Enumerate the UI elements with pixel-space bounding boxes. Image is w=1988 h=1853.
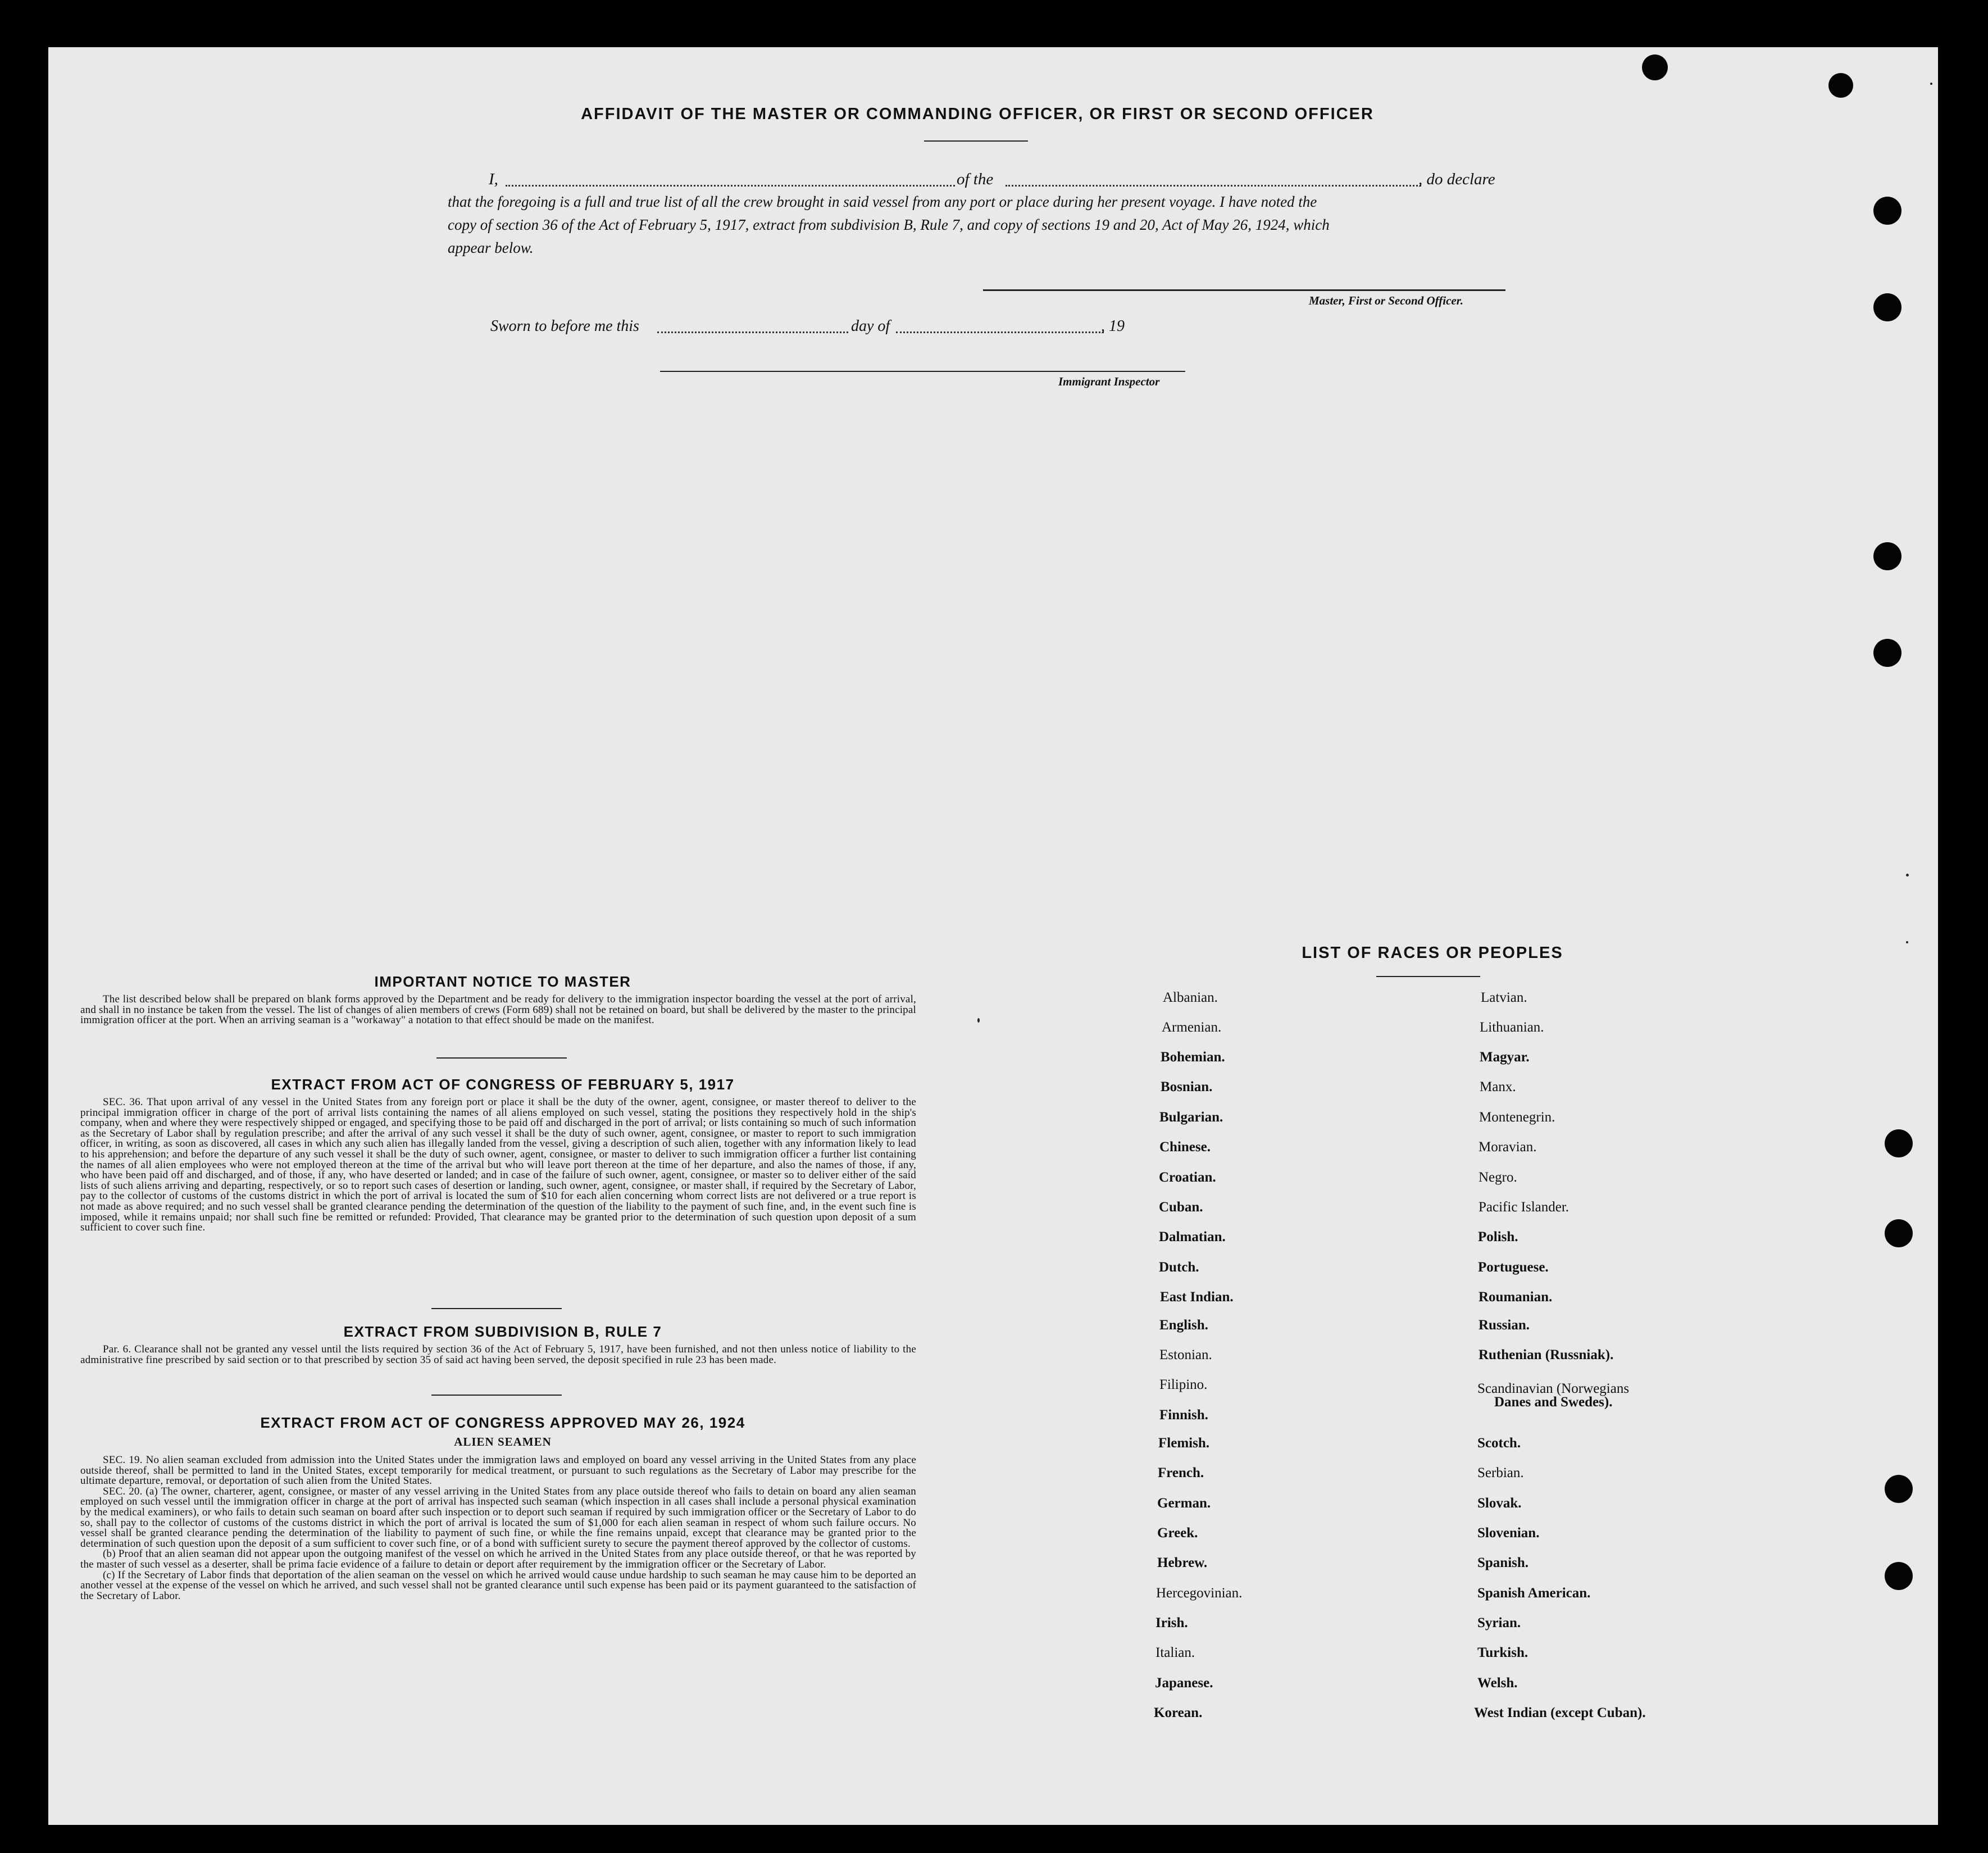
punch-hole xyxy=(1885,1475,1913,1503)
race-item: Greek. xyxy=(1157,1525,1198,1541)
of-the-label: of the xyxy=(957,170,994,188)
punch-hole xyxy=(1828,73,1853,98)
race-item: French. xyxy=(1158,1465,1204,1480)
race-item: Polish. xyxy=(1478,1229,1518,1245)
race-item: Hercegovinian. xyxy=(1156,1586,1243,1601)
speck xyxy=(1906,941,1908,943)
speck xyxy=(977,1018,980,1023)
divider xyxy=(431,1395,562,1396)
race-item: Albanian. xyxy=(1163,990,1218,1005)
race-item: Japanese. xyxy=(1155,1675,1213,1691)
race-item: Moravian. xyxy=(1479,1139,1537,1155)
race-item: Turkish. xyxy=(1477,1645,1528,1660)
race-item: Latvian. xyxy=(1481,990,1527,1005)
race-item: Welsh. xyxy=(1477,1675,1518,1691)
day-of-label: day of xyxy=(851,317,890,335)
race-item: Spanish. xyxy=(1477,1555,1529,1570)
race-item: Dalmatian. xyxy=(1159,1229,1226,1245)
extract-1917-text: SEC. 36. That upon arrival of any vessel in the United States from any foreign port or place it shall be the duty of the owner, agent, consignee, or master thereof to deliver to the principal immigration officer in charge of the port of arrival lists containing the names of all aliens employed on such vessel, stating the positions they respectively hold in the ship's company, when and where they were respectively shipped or engaged, and specifying those to be paid off and discharged in the port of arrival; or lists containing so much of such information as the Secretary of Labor shall by regulation prescribe; and after the arrival of any such vessel it shall be the duty of such owner, agent, consignee, or master to report to such immigration officer, in writing, as soon as discovered, all cases in which any such alien has illegally landed from the vessel, giving a description of such alien, together with any information likely to lead to his apprehension; and before the departure of any such vessel it shall be the duty of such owner, agent, consignee, or master to deliver to such immigration officer a further list containing the names of all alien employees who were not employed thereon at the time of the arrival but who will leave port thereon at the time of her departure, and also the names of those, if any, who have been paid off and discharged, and of those, if any, who have deserted or landed; and in case of the failure of such owner, agent, consignee, or master so to deliver either of the said lists of such aliens arriving and departing, respectively, or so to report such cases of desertion or landing, such owner, agent, consignee, or master shall, if required by the Secretary of Labor, pay to the collector of customs of the customs district in which the port of arrival is located the sum of $10 for each alien concerning whom correct lists are not delivered or a true report is not made as above required; and no such vessel shall be granted clearance pending the determination of the question of the liability to the payment of such fine, and, in the event such fine is imposed, while it remains unpaid; nor shall such fine be remitted or refunded: Provided, That clearance may be granted prior to the determination of such question upon deposit of a sum sufficient to cover such fine. xyxy=(80,1096,916,1234)
race-item: East Indian. xyxy=(1160,1289,1234,1305)
extract-1924-section xyxy=(80,1455,916,1601)
race-item: Manx. xyxy=(1480,1079,1516,1094)
punch-hole xyxy=(1642,54,1668,80)
sworn-label: Sworn to before me this xyxy=(490,317,639,335)
punch-hole xyxy=(1873,542,1901,570)
race-item: Portuguese. xyxy=(1478,1260,1549,1275)
race-item: Croatian. xyxy=(1159,1170,1216,1185)
race-item: Scotch. xyxy=(1477,1436,1521,1451)
race-item: Bohemian. xyxy=(1161,1050,1225,1065)
race-item: Magyar. xyxy=(1480,1050,1530,1065)
extract-1917-section xyxy=(80,1097,916,1233)
sec20a-text: SEC. 20. (a) The owner, charterer, agent, consignee, or master of any vessel arriving in the United States from any place outside thereof who fails to detain on board any alien seaman employed on such vessel until the immigration officer in charge at the port of arrival has inspected such seaman (which inspection in all cases shall include a personal physical examination by the medical examiners), or who fails to detain such seaman on board after such inspection or to deport such seaman if required by such immigration officer or the Secretary of Labor to do so, shall pay to the collector of customs of the customs district in which the port of arrival is located the sum of $1,000 for each alien seaman in respect of whom such failure occurs. No vessel shall be granted clearance pending the determination of the liability to payment of such fine, or while the fine remains unpaid, except that clearance may be granted prior to the determination of such question upon the deposit of a sum sufficient to cover such fine, or of a bond with sufficient surety to secure the payment thereof approved by the collector of customs. xyxy=(80,1485,916,1550)
alien-seamen-subtitle: ALIEN SEAMEN xyxy=(454,1435,552,1448)
race-item: Bosnian. xyxy=(1161,1079,1213,1094)
punch-hole xyxy=(1873,293,1901,321)
master-signature-caption: Master, First or Second Officer. xyxy=(1309,294,1463,307)
race-item: Russian. xyxy=(1479,1318,1530,1333)
do-declare: , do declare xyxy=(1418,170,1495,188)
punch-hole xyxy=(1885,1129,1913,1157)
races-underline xyxy=(1376,976,1480,977)
race-item: Ruthenian (Russniak). xyxy=(1479,1347,1614,1362)
rule7-title: EXTRACT FROM SUBDIVISION B, RULE 7 xyxy=(343,1323,662,1340)
race-item: Italian. xyxy=(1156,1645,1195,1660)
speck xyxy=(1906,874,1909,876)
extract-1924-title: EXTRACT FROM ACT OF CONGRESS APPROVED MAY 26, 1924 xyxy=(260,1414,745,1431)
month-blank xyxy=(896,331,1104,333)
race-item: Lithuanian. xyxy=(1480,1020,1544,1035)
punch-hole xyxy=(1873,197,1901,225)
race-item: Pacific Islander. xyxy=(1479,1200,1570,1215)
race-item: Negro. xyxy=(1479,1170,1517,1185)
race-item: Slovak. xyxy=(1477,1496,1522,1511)
race-item: Korean. xyxy=(1154,1705,1203,1720)
vessel-blank xyxy=(1006,185,1421,187)
affidavit-body-line3: appear below. xyxy=(448,239,534,256)
race-item: Dutch. xyxy=(1159,1260,1199,1275)
inspector-signature-line xyxy=(660,371,1185,372)
year-label: , 19 xyxy=(1101,317,1125,335)
punch-hole xyxy=(1873,639,1901,667)
title-underline xyxy=(924,140,1028,142)
race-item: Danes and Swedes). xyxy=(1494,1395,1613,1410)
i-label: I, xyxy=(489,170,498,188)
notice-title: IMPORTANT NOTICE TO MASTER xyxy=(374,973,631,990)
affidavit-body-line1: that the foregoing is a full and true list of all the crew brought in said vessel from any port or place during her present voyage. I have noted the xyxy=(448,193,1317,210)
affidavit-body-line2: copy of section 36 of the Act of February 5, 1917, extract from subdivision B, Rule 7, and copy of sections 19 and 20, Act of May 26, 1924, which xyxy=(448,216,1330,233)
race-item: Bulgarian. xyxy=(1159,1110,1223,1125)
rule7-text: Par. 6. Clearance shall not be granted any vessel until the lists required by section 36 of the Act of February 5, 1917, have been furnished, and not then unless notice of liability to the administrative fine prescribed by said section or to that prescribed by section 35 of said act having been served, the deposit specified in rule 23 has been made. xyxy=(80,1343,916,1366)
race-item: Syrian. xyxy=(1477,1615,1521,1631)
notice-section xyxy=(80,994,916,1026)
race-item: Filipino. xyxy=(1159,1377,1208,1392)
race-item: German. xyxy=(1157,1496,1211,1511)
rule7-section xyxy=(80,1345,916,1365)
sec19-text: SEC. 19. No alien seaman excluded from admission into the United States under the immigration laws and employed on board any vessel arriving in the United States from any place outside thereof, shall be permitted to land in the United States, except temporarily for medical treatment, or pursuant to such regulations as the Secretary of Labor may prescribe for the ultimate departure, removal, or deportation of such alien from the United States. xyxy=(80,1454,916,1487)
speck xyxy=(1930,83,1932,85)
race-item: Estonian. xyxy=(1159,1347,1212,1362)
inspector-caption: Immigrant Inspector xyxy=(1058,375,1160,388)
day-blank xyxy=(657,331,848,333)
race-item: Armenian. xyxy=(1162,1020,1222,1035)
race-item: West Indian (except Cuban). xyxy=(1474,1705,1646,1720)
divider xyxy=(431,1308,562,1309)
race-item: Spanish American. xyxy=(1477,1586,1591,1601)
race-item: Cuban. xyxy=(1159,1200,1203,1215)
sec20b-text: (b) Proof that an alien seaman did not appear upon the outgoing manifest of the vessel on which he arrived in the United States from any place outside thereof, or that he was reported by the master of such vessel as a deserter, shall be prima facie evidence of a failure to detain or deport after requirement by the immigration officer or the Secretary of Labor. xyxy=(80,1548,916,1570)
race-item: English. xyxy=(1159,1318,1208,1333)
race-item: Scandinavian (Norwegians xyxy=(1477,1381,1630,1396)
race-item: Flemish. xyxy=(1158,1436,1209,1451)
affidavit-title: AFFIDAVIT OF THE MASTER OR COMMANDING OFFICER, OR FIRST OR SECOND OFFICER xyxy=(581,105,1374,123)
race-item: Irish. xyxy=(1156,1615,1188,1631)
race-item: Serbian. xyxy=(1477,1465,1524,1480)
race-item: Slovenian. xyxy=(1477,1525,1540,1541)
divider xyxy=(436,1057,567,1059)
name-blank xyxy=(506,185,955,187)
notice-text: The list described below shall be prepared on blank forms approved by the Department and be ready for delivery to the immigration inspector boarding the vessel at the port of arrival, and shall in no instance be taken from the vessel. The list of changes of alien members of crews (Form 689) shall not be retained on board, but shall be delivered by the master to the principal immigration officer at the port. When an arriving seaman is a "workaway" a notation to that effect should be made on the manifest. xyxy=(80,993,916,1027)
sec20c-text: (c) If the Secretary of Labor finds that deportation of the alien seaman on the vessel on which he arrived would cause undue hardship to such seaman he may cause him to be deported an another vessel at the expense of the vessel on which he arrived, and such vessel shall not be granted clearance until such expense has been paid or its payment guaranteed to the satisfaction of the Secretary of Labor. xyxy=(80,1569,916,1602)
punch-hole xyxy=(1885,1562,1913,1590)
race-item: Roumanian. xyxy=(1479,1289,1553,1305)
master-signature-line xyxy=(983,289,1505,291)
race-item: Finnish. xyxy=(1159,1407,1208,1423)
race-item: Montenegrin. xyxy=(1479,1110,1555,1125)
race-item: Chinese. xyxy=(1159,1139,1211,1155)
extract-1917-title: EXTRACT FROM ACT OF CONGRESS OF FEBRUARY 5, 1917 xyxy=(271,1076,735,1093)
races-title: LIST OF RACES OR PEOPLES xyxy=(1302,944,1563,962)
punch-hole xyxy=(1885,1219,1913,1247)
race-item: Hebrew. xyxy=(1157,1555,1208,1570)
